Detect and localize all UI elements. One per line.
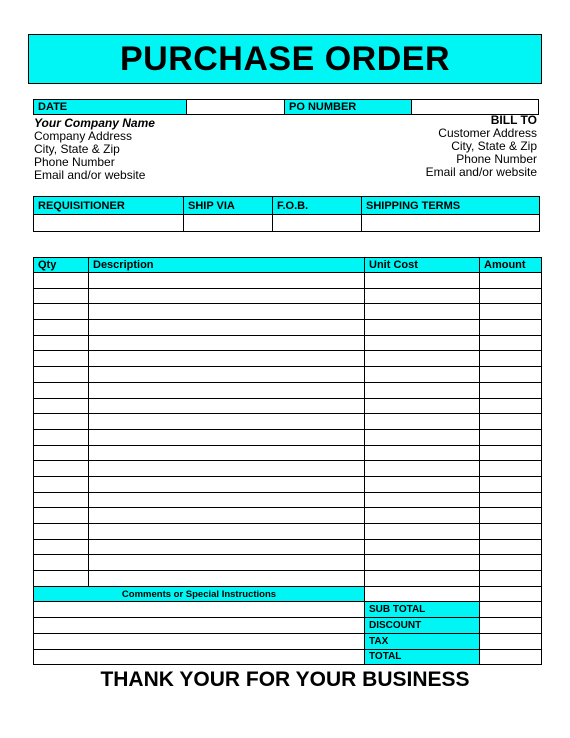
amount-cell[interactable] xyxy=(480,398,542,414)
po-number-label: PO NUMBER xyxy=(285,100,412,115)
amount-cell[interactable] xyxy=(480,367,542,383)
description-cell[interactable] xyxy=(89,367,365,383)
unit-cost-cell[interactable] xyxy=(365,398,480,414)
unit-cost-header: Unit Cost xyxy=(365,258,480,273)
item-row xyxy=(34,414,542,430)
unit-cost-cell[interactable] xyxy=(365,445,480,461)
company-name: Your Company Name xyxy=(34,116,155,130)
bill-to-phone: Phone Number xyxy=(456,152,537,166)
description-cell[interactable] xyxy=(89,320,365,336)
qty-cell[interactable] xyxy=(34,445,89,461)
comments-label: Comments or Special Instructions xyxy=(34,586,365,602)
qty-cell[interactable] xyxy=(34,398,89,414)
amount-cell[interactable] xyxy=(480,304,542,320)
amount-cell[interactable] xyxy=(480,539,542,555)
description-cell[interactable] xyxy=(89,335,365,351)
requisitioner-field[interactable] xyxy=(34,215,184,232)
ship-via-header: SHIP VIA xyxy=(184,197,273,215)
amount-cell[interactable] xyxy=(480,461,542,477)
description-cell[interactable] xyxy=(89,524,365,540)
description-cell[interactable] xyxy=(89,555,365,571)
qty-cell[interactable] xyxy=(34,571,89,587)
amount-cell[interactable] xyxy=(480,335,542,351)
sub-total-label: SUB TOTAL xyxy=(365,602,480,618)
thank-you-message: THANK YOUR FOR YOUR BUSINESS xyxy=(100,668,470,691)
description-cell[interactable] xyxy=(89,304,365,320)
amount-cell[interactable] xyxy=(480,476,542,492)
amount-cell[interactable] xyxy=(480,492,542,508)
requisitioner-header: REQUISITIONER xyxy=(34,197,184,215)
description-cell[interactable] xyxy=(89,414,365,430)
shipping-table xyxy=(33,196,540,232)
item-row xyxy=(34,288,542,304)
unit-cost-cell[interactable] xyxy=(365,492,480,508)
description-cell[interactable] xyxy=(89,288,365,304)
bill-to-label: BILL TO xyxy=(490,113,537,127)
amount-cell[interactable] xyxy=(480,571,542,587)
item-row xyxy=(34,476,542,492)
amount-cell[interactable] xyxy=(480,382,542,398)
qty-header: Qty xyxy=(34,258,89,273)
bill-to-info xyxy=(426,114,537,179)
company-email: Email and/or website xyxy=(34,168,146,182)
description-cell[interactable] xyxy=(89,429,365,445)
qty-cell[interactable] xyxy=(34,351,89,367)
fob-header: F.O.B. xyxy=(273,197,362,215)
qty-cell[interactable] xyxy=(34,414,89,430)
description-cell[interactable] xyxy=(89,445,365,461)
qty-cell[interactable] xyxy=(34,304,89,320)
item-row xyxy=(34,571,542,587)
unit-cost-cell[interactable] xyxy=(365,476,480,492)
unit-cost-cell[interactable] xyxy=(365,508,480,524)
item-row xyxy=(34,273,542,289)
items-table xyxy=(33,257,542,665)
company-info xyxy=(34,117,155,182)
description-cell[interactable] xyxy=(89,398,365,414)
item-row xyxy=(34,351,542,367)
amount-cell[interactable] xyxy=(480,273,542,289)
amount-cell[interactable] xyxy=(480,288,542,304)
amount-cell[interactable] xyxy=(480,508,542,524)
company-address: Company Address xyxy=(34,129,133,143)
comments-field[interactable] xyxy=(34,633,365,649)
qty-cell[interactable] xyxy=(34,524,89,540)
page-title: PURCHASE ORDER xyxy=(28,34,542,84)
unit-cost-cell[interactable] xyxy=(365,288,480,304)
item-row xyxy=(34,461,542,477)
qty-cell[interactable] xyxy=(34,320,89,336)
qty-cell[interactable] xyxy=(34,273,89,289)
description-cell[interactable] xyxy=(89,492,365,508)
unit-cost-cell[interactable] xyxy=(365,304,480,320)
bill-to-city: City, State & Zip xyxy=(451,139,537,153)
item-row xyxy=(34,508,542,524)
unit-cost-cell[interactable] xyxy=(365,539,480,555)
item-row xyxy=(34,335,542,351)
item-row xyxy=(34,524,542,540)
tax-label: TAX xyxy=(365,633,480,649)
unit-cost-cell[interactable] xyxy=(365,351,480,367)
bill-to-email: Email and/or website xyxy=(425,165,537,179)
description-cell[interactable] xyxy=(89,461,365,477)
unit-cost-cell[interactable] xyxy=(365,367,480,383)
unit-cost-cell[interactable] xyxy=(365,382,480,398)
qty-cell[interactable] xyxy=(34,288,89,304)
totals-spacer xyxy=(365,586,480,602)
qty-cell[interactable] xyxy=(34,492,89,508)
item-row xyxy=(34,555,542,571)
description-header: Description xyxy=(89,258,365,273)
discount-value[interactable] xyxy=(480,618,542,634)
totals-spacer xyxy=(480,586,542,602)
amount-cell[interactable] xyxy=(480,524,542,540)
comments-field[interactable] xyxy=(34,602,365,618)
fob-field[interactable] xyxy=(273,215,362,232)
item-row xyxy=(34,382,542,398)
qty-cell[interactable] xyxy=(34,335,89,351)
description-cell[interactable] xyxy=(89,571,365,587)
qty-cell[interactable] xyxy=(34,461,89,477)
discount-label: DISCOUNT xyxy=(365,618,480,634)
unit-cost-cell[interactable] xyxy=(365,320,480,336)
sub-total-value[interactable] xyxy=(480,602,542,618)
item-row xyxy=(34,492,542,508)
bill-to-address: Customer Address xyxy=(438,126,537,140)
description-cell[interactable] xyxy=(89,273,365,289)
description-cell[interactable] xyxy=(89,508,365,524)
total-value[interactable] xyxy=(480,649,542,665)
comments-field[interactable] xyxy=(34,649,365,665)
date-field[interactable] xyxy=(187,100,285,115)
date-label: DATE xyxy=(34,100,187,115)
description-cell[interactable] xyxy=(89,539,365,555)
item-row xyxy=(34,445,542,461)
amount-header: Amount xyxy=(480,258,542,273)
comments-field[interactable] xyxy=(34,618,365,634)
item-row xyxy=(34,398,542,414)
description-cell[interactable] xyxy=(89,476,365,492)
item-row xyxy=(34,304,542,320)
ship-via-field[interactable] xyxy=(184,215,273,232)
shipping-terms-header: SHIPPING TERMS xyxy=(362,197,540,215)
unit-cost-cell[interactable] xyxy=(365,461,480,477)
qty-cell[interactable] xyxy=(34,539,89,555)
item-row xyxy=(34,539,542,555)
unit-cost-cell[interactable] xyxy=(365,429,480,445)
unit-cost-cell[interactable] xyxy=(365,273,480,289)
amount-cell[interactable] xyxy=(480,351,542,367)
qty-cell[interactable] xyxy=(34,367,89,383)
total-label: TOTAL xyxy=(365,649,480,665)
unit-cost-cell[interactable] xyxy=(365,335,480,351)
description-cell[interactable] xyxy=(89,351,365,367)
shipping-terms-field[interactable] xyxy=(362,215,540,232)
amount-cell[interactable] xyxy=(480,445,542,461)
amount-cell[interactable] xyxy=(480,555,542,571)
qty-cell[interactable] xyxy=(34,476,89,492)
item-row xyxy=(34,367,542,383)
unit-cost-cell[interactable] xyxy=(365,414,480,430)
description-cell[interactable] xyxy=(89,382,365,398)
amount-cell[interactable] xyxy=(480,414,542,430)
date-po-table xyxy=(33,99,539,115)
amount-cell[interactable] xyxy=(480,320,542,336)
item-row xyxy=(34,320,542,336)
qty-cell[interactable] xyxy=(34,382,89,398)
company-phone: Phone Number xyxy=(34,155,115,169)
tax-value[interactable] xyxy=(480,633,542,649)
company-city: City, State & Zip xyxy=(34,142,120,156)
unit-cost-cell[interactable] xyxy=(365,524,480,540)
unit-cost-cell[interactable] xyxy=(365,555,480,571)
item-row xyxy=(34,429,542,445)
qty-cell[interactable] xyxy=(34,429,89,445)
amount-cell[interactable] xyxy=(480,429,542,445)
unit-cost-cell[interactable] xyxy=(365,571,480,587)
qty-cell[interactable] xyxy=(34,555,89,571)
qty-cell[interactable] xyxy=(34,508,89,524)
